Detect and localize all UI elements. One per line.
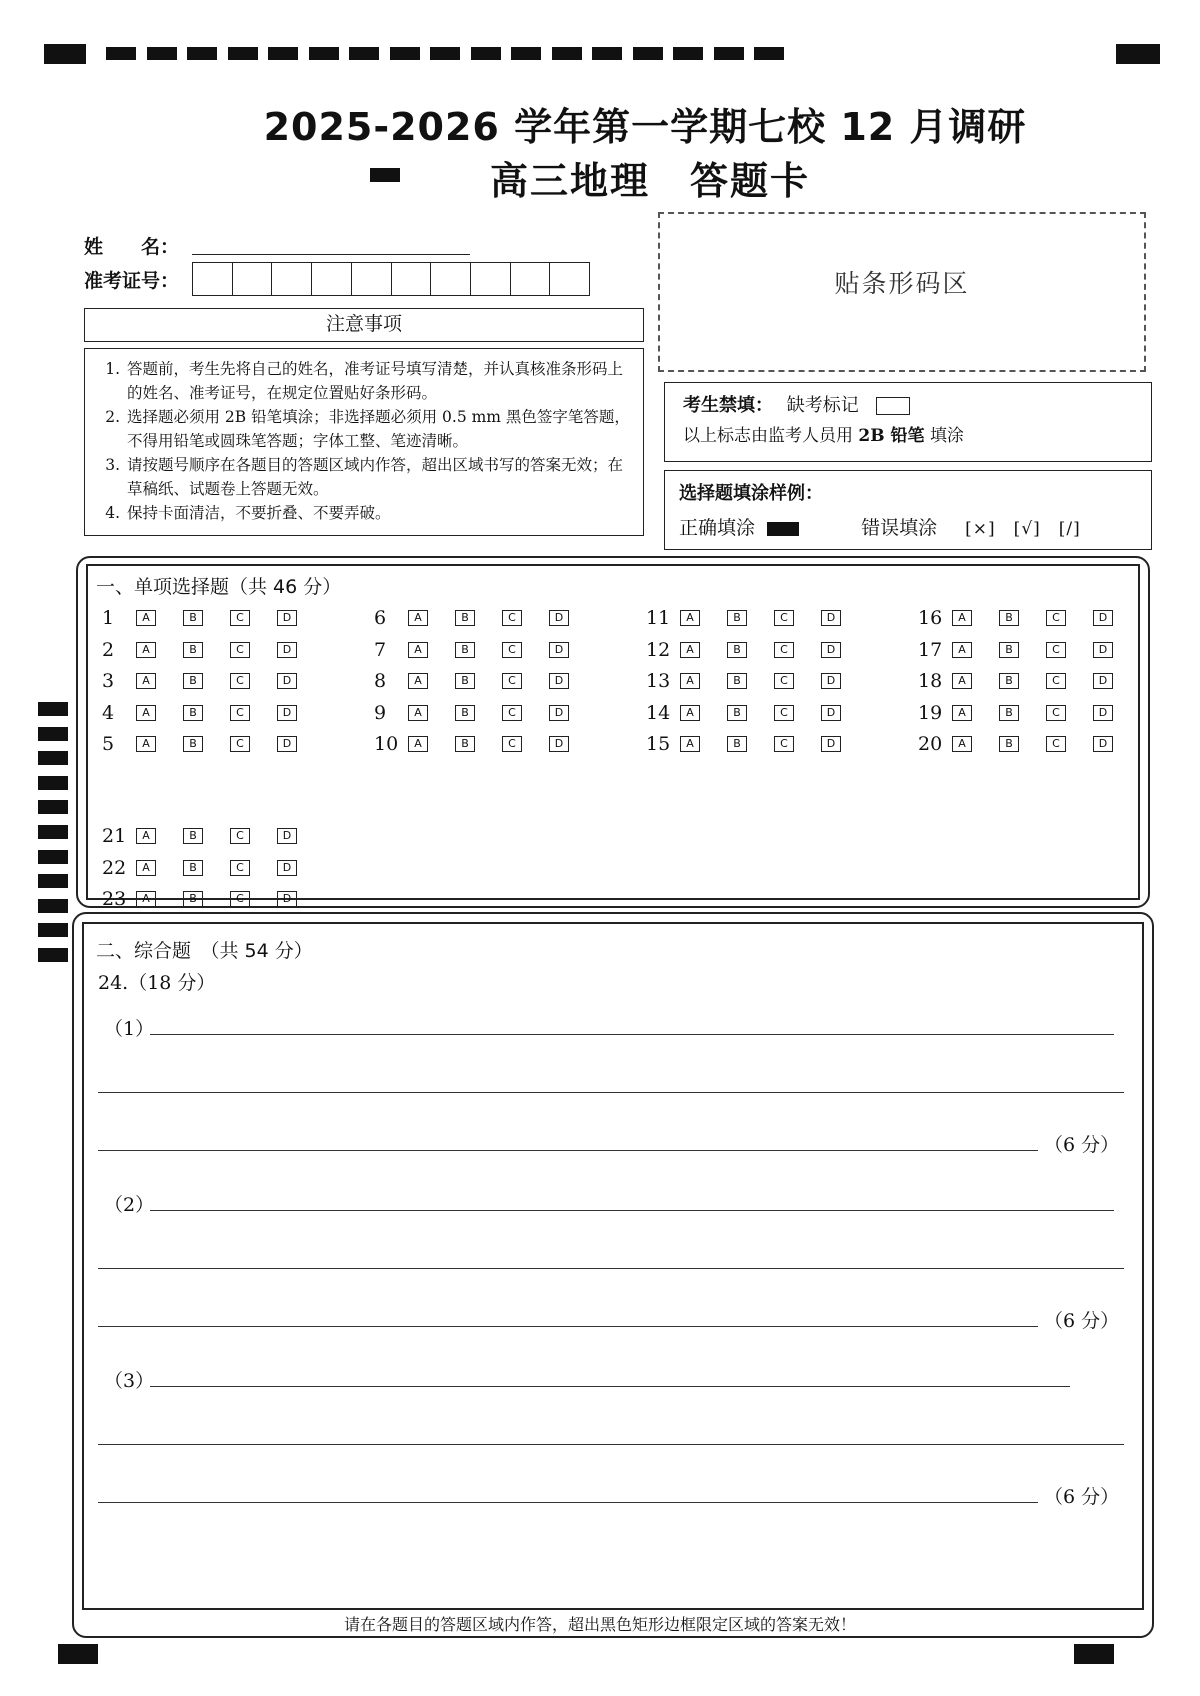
- question-number: 19: [918, 701, 943, 724]
- option-bubble-c[interactable]: C: [1046, 673, 1066, 689]
- option-bubble-c[interactable]: C: [774, 705, 794, 721]
- option-bubble-c[interactable]: C: [230, 891, 250, 907]
- option-bubble-c[interactable]: C: [230, 673, 250, 689]
- option-bubble-b[interactable]: B: [455, 610, 475, 626]
- question-row: [918, 732, 1140, 756]
- question-row: [918, 701, 1140, 725]
- part1-label: （1）: [104, 1018, 155, 1040]
- option-bubble-c[interactable]: C: [230, 828, 250, 844]
- option-bubble-b[interactable]: B: [183, 673, 203, 689]
- option-bubble-c[interactable]: C: [502, 705, 522, 721]
- question-row: [102, 824, 324, 848]
- forbidden-note: 以上标志由监考人员用: [683, 426, 853, 446]
- question-row: [102, 887, 324, 911]
- absent-checkbox[interactable]: [876, 397, 910, 415]
- question-row: [646, 701, 868, 725]
- question-number: 4: [102, 701, 115, 724]
- timing-mark: [228, 47, 258, 60]
- question-number: 1: [102, 607, 115, 629]
- question-number: 7: [374, 638, 387, 661]
- part2-label: （2）: [104, 1194, 155, 1216]
- question-number: 21: [102, 825, 127, 848]
- option-bubble-a[interactable]: A: [408, 736, 428, 752]
- option-bubble-d[interactable]: D: [1093, 610, 1113, 626]
- correct-fill-example: [767, 522, 799, 536]
- option-bubble-b[interactable]: B: [727, 736, 747, 752]
- correct-label: 正确填涂: [679, 517, 756, 539]
- option-bubble-b[interactable]: B: [183, 860, 203, 876]
- exam-title: 2025-2026 学年第一学期七校 12 月调研: [263, 105, 1027, 149]
- option-bubble-d[interactable]: D: [1093, 705, 1113, 721]
- option-bubble-b[interactable]: B: [455, 673, 475, 689]
- option-bubble-a[interactable]: A: [136, 828, 156, 844]
- question-number: 16: [918, 607, 943, 629]
- notice-item: 2. 选择题必须用 2B 铅笔填涂；非选择题必须用 0.5 mm 黑色签字笔答题，不得用铅笔或圆珠笔答题；字体工整、笔迹清晰。: [125, 405, 633, 453]
- option-bubble-a[interactable]: A: [408, 642, 428, 658]
- option-bubble-a[interactable]: A: [952, 642, 972, 658]
- timing-mark: [38, 751, 68, 765]
- answer-line[interactable]: [150, 1034, 1114, 1035]
- question-number: 6: [374, 607, 387, 629]
- option-bubble-d[interactable]: D: [821, 736, 841, 752]
- timing-mark: [430, 47, 460, 60]
- option-bubble-c[interactable]: C: [230, 860, 250, 876]
- timing-mark: [38, 727, 68, 741]
- question-number: 17: [918, 638, 943, 661]
- option-bubble-d[interactable]: D: [277, 828, 297, 844]
- question-row: [102, 638, 324, 662]
- option-bubble-d[interactable]: D: [549, 736, 569, 752]
- question-number: 8: [374, 670, 387, 693]
- option-bubble-b[interactable]: B: [183, 705, 203, 721]
- fill-sample-box: [664, 470, 1152, 550]
- name-label: 姓 名：: [84, 236, 180, 258]
- option-bubble-c[interactable]: C: [230, 642, 250, 658]
- timing-mark: [38, 923, 68, 937]
- question-number: 12: [646, 638, 671, 661]
- answer-line[interactable]: [98, 1326, 1038, 1327]
- option-bubble-c[interactable]: C: [1046, 642, 1066, 658]
- timing-mark: [38, 948, 68, 962]
- question-row: [374, 732, 596, 756]
- option-bubble-a[interactable]: A: [136, 736, 156, 752]
- option-bubble-c[interactable]: C: [230, 705, 250, 721]
- answer-line[interactable]: [98, 1268, 1124, 1269]
- option-bubble-c[interactable]: C: [774, 673, 794, 689]
- timing-mark: [38, 800, 68, 814]
- timing-mark: [268, 47, 298, 60]
- question-row: [102, 701, 324, 725]
- question-number: 23: [102, 888, 127, 911]
- corner-mark: [58, 1644, 98, 1664]
- timing-mark: [471, 47, 501, 60]
- question-number: 20: [918, 733, 943, 756]
- option-bubble-c[interactable]: C: [774, 610, 794, 626]
- option-bubble-d[interactable]: D: [821, 673, 841, 689]
- wrong-fill-examples: [×] [√] [/]: [965, 519, 1081, 539]
- option-bubble-c[interactable]: C: [1046, 736, 1066, 752]
- option-bubble-a[interactable]: A: [136, 705, 156, 721]
- question-number: 5: [102, 733, 115, 756]
- option-bubble-b[interactable]: B: [999, 705, 1019, 721]
- option-bubble-d[interactable]: D: [549, 673, 569, 689]
- answer-line[interactable]: [98, 1092, 1124, 1093]
- option-bubble-d[interactable]: D: [277, 673, 297, 689]
- notice-heading: 注意事项: [84, 308, 644, 342]
- question-row: [646, 606, 868, 630]
- option-bubble-d[interactable]: D: [277, 860, 297, 876]
- question-row: [102, 606, 324, 630]
- question-row: [646, 732, 868, 756]
- answer-line[interactable]: [98, 1150, 1038, 1151]
- option-bubble-b[interactable]: B: [455, 736, 475, 752]
- option-bubble-d[interactable]: D: [821, 705, 841, 721]
- timing-mark: [390, 47, 420, 60]
- question-row: [374, 701, 596, 725]
- option-bubble-b[interactable]: B: [999, 736, 1019, 752]
- option-bubble-a[interactable]: A: [680, 736, 700, 752]
- question-row: [102, 669, 324, 693]
- timing-mark: [38, 850, 68, 864]
- answer-line[interactable]: [150, 1210, 1114, 1211]
- question-row: [102, 856, 324, 880]
- option-bubble-b[interactable]: B: [999, 673, 1019, 689]
- option-bubble-b[interactable]: B: [183, 828, 203, 844]
- option-bubble-d[interactable]: D: [277, 891, 297, 907]
- option-bubble-d[interactable]: D: [1093, 673, 1113, 689]
- timing-mark: [38, 899, 68, 913]
- option-bubble-b[interactable]: B: [455, 642, 475, 658]
- option-bubble-c[interactable]: C: [502, 736, 522, 752]
- question-number: 15: [646, 733, 671, 756]
- question-number: 2: [102, 638, 115, 661]
- option-bubble-c[interactable]: C: [774, 736, 794, 752]
- question-number: 3: [102, 670, 115, 693]
- timing-mark: [754, 47, 784, 60]
- timing-mark: [106, 47, 136, 60]
- option-bubble-c[interactable]: C: [1046, 610, 1066, 626]
- option-bubble-b[interactable]: B: [183, 891, 203, 907]
- option-bubble-a[interactable]: A: [408, 705, 428, 721]
- option-bubble-a[interactable]: A: [136, 860, 156, 876]
- option-bubble-a[interactable]: A: [952, 736, 972, 752]
- question-row: [102, 732, 324, 756]
- option-bubble-d[interactable]: D: [277, 642, 297, 658]
- question-row: [918, 606, 1140, 630]
- id-label: 准考证号：: [84, 270, 180, 292]
- option-bubble-b[interactable]: B: [999, 610, 1019, 626]
- notice-item: 1. 答题前，考生先将自己的姓名，准考证号填写清楚，并认真核准条形码上的姓名、准考证号，在规定位置贴好条形码。: [125, 357, 633, 405]
- option-bubble-d[interactable]: D: [549, 642, 569, 658]
- option-bubble-b[interactable]: B: [727, 705, 747, 721]
- option-bubble-a[interactable]: A: [408, 610, 428, 626]
- card-type-label: 答题卡: [690, 159, 811, 203]
- subject-label: 高三地理: [490, 159, 651, 203]
- option-bubble-a[interactable]: A: [680, 673, 700, 689]
- forbidden-note-end: 填涂: [929, 426, 964, 446]
- notice-box: [84, 348, 644, 536]
- option-bubble-b[interactable]: B: [183, 736, 203, 752]
- option-bubble-a[interactable]: A: [680, 705, 700, 721]
- timing-mark: [38, 825, 68, 839]
- option-bubble-c[interactable]: C: [502, 610, 522, 626]
- question-number: 22: [102, 856, 127, 879]
- answer-line[interactable]: [98, 1444, 1124, 1445]
- option-bubble-d[interactable]: D: [549, 705, 569, 721]
- option-bubble-d[interactable]: D: [277, 705, 297, 721]
- option-bubble-d[interactable]: D: [277, 610, 297, 626]
- option-bubble-a[interactable]: A: [136, 891, 156, 907]
- footer-warning: 请在各题目的答题区域内作答，超出黑色矩形边框限定区域的答案无效！: [343, 1615, 856, 1634]
- option-bubble-b[interactable]: B: [727, 642, 747, 658]
- top-timing-marks: [44, 44, 1160, 64]
- part3-score: （6 分）: [1044, 1486, 1120, 1508]
- timing-mark: [511, 47, 541, 60]
- option-bubble-d[interactable]: D: [821, 610, 841, 626]
- exam-id-boxes[interactable]: [192, 262, 590, 296]
- timing-mark: [187, 47, 217, 60]
- q24-label: 24.（18 分）: [98, 972, 216, 994]
- timing-mark: [38, 874, 68, 888]
- timing-mark: [38, 702, 68, 716]
- question-number: 13: [646, 670, 671, 693]
- timing-mark: [147, 47, 177, 60]
- option-bubble-a[interactable]: A: [136, 673, 156, 689]
- question-row: [646, 638, 868, 662]
- option-bubble-b[interactable]: B: [455, 705, 475, 721]
- option-bubble-d[interactable]: D: [821, 642, 841, 658]
- corner-mark: [1074, 1644, 1114, 1664]
- forbidden-label: 考生禁填：: [683, 395, 773, 416]
- barcode-area: 贴条形码区: [658, 212, 1146, 372]
- option-bubble-c[interactable]: C: [230, 610, 250, 626]
- option-bubble-a[interactable]: A: [680, 642, 700, 658]
- option-bubble-a[interactable]: A: [952, 705, 972, 721]
- name-field[interactable]: [192, 254, 470, 255]
- option-bubble-b[interactable]: B: [183, 642, 203, 658]
- option-bubble-d[interactable]: D: [1093, 736, 1113, 752]
- option-bubble-d[interactable]: D: [549, 610, 569, 626]
- question-row: [374, 638, 596, 662]
- part3-label: （3）: [104, 1370, 155, 1392]
- option-bubble-c[interactable]: C: [774, 642, 794, 658]
- card-title: [490, 150, 810, 205]
- option-bubble-a[interactable]: A: [408, 673, 428, 689]
- section1-title: 一、单项选择题（共 46 分）: [96, 576, 342, 598]
- notice-item: 4. 保持卡面清洁，不要折叠、不要弄破。: [125, 501, 633, 525]
- question-row: [646, 669, 868, 693]
- absent-label: 缺考标记: [786, 395, 859, 416]
- option-bubble-c[interactable]: C: [1046, 705, 1066, 721]
- option-bubble-a[interactable]: A: [136, 642, 156, 658]
- question-row: [374, 606, 596, 630]
- title-mark: [370, 168, 400, 182]
- option-bubble-a[interactable]: A: [952, 610, 972, 626]
- question-number: 10: [374, 733, 399, 756]
- option-bubble-a[interactable]: A: [680, 610, 700, 626]
- timing-mark: [552, 47, 582, 60]
- section2-title: 二、综合题 （共 54 分）: [96, 940, 313, 962]
- timing-mark: [309, 47, 339, 60]
- timing-mark: [349, 47, 379, 60]
- question-number: 9: [374, 701, 387, 724]
- option-bubble-b[interactable]: B: [183, 610, 203, 626]
- sample-heading: 选择题填涂样例：: [679, 483, 823, 504]
- part1-score: （6 分）: [1044, 1134, 1120, 1156]
- answer-line[interactable]: [150, 1386, 1070, 1387]
- section2-box: [82, 922, 1144, 1610]
- timing-mark: [714, 47, 744, 60]
- question-number: 14: [646, 701, 671, 724]
- question-row: [374, 669, 596, 693]
- option-bubble-a[interactable]: A: [952, 673, 972, 689]
- option-bubble-c[interactable]: C: [502, 642, 522, 658]
- answer-line[interactable]: [98, 1502, 1038, 1503]
- option-bubble-b[interactable]: B: [727, 673, 747, 689]
- wrong-label: 错误填涂: [861, 517, 938, 539]
- option-bubble-d[interactable]: D: [1093, 642, 1113, 658]
- notice-item: 3. 请按题号顺序在各题目的答题区域内作答，超出区域书写的答案无效；在草稿纸、试题卷上答题无效。: [125, 453, 633, 501]
- option-bubble-c[interactable]: C: [230, 736, 250, 752]
- part2-score: （6 分）: [1044, 1310, 1120, 1332]
- question-number: 11: [646, 607, 671, 629]
- forbidden-note-bold: 2B 铅笔: [858, 426, 925, 446]
- question-row: [918, 669, 1140, 693]
- question-number: 18: [918, 670, 943, 693]
- examiner-only-box: [664, 382, 1152, 462]
- option-bubble-d[interactable]: D: [277, 736, 297, 752]
- option-bubble-b[interactable]: B: [999, 642, 1019, 658]
- option-bubble-c[interactable]: C: [502, 673, 522, 689]
- question-row: [918, 638, 1140, 662]
- timing-mark: [592, 47, 622, 60]
- timing-mark: [673, 47, 703, 60]
- timing-mark: [633, 47, 663, 60]
- option-bubble-b[interactable]: B: [727, 610, 747, 626]
- option-bubble-a[interactable]: A: [136, 610, 156, 626]
- timing-mark: [38, 776, 68, 790]
